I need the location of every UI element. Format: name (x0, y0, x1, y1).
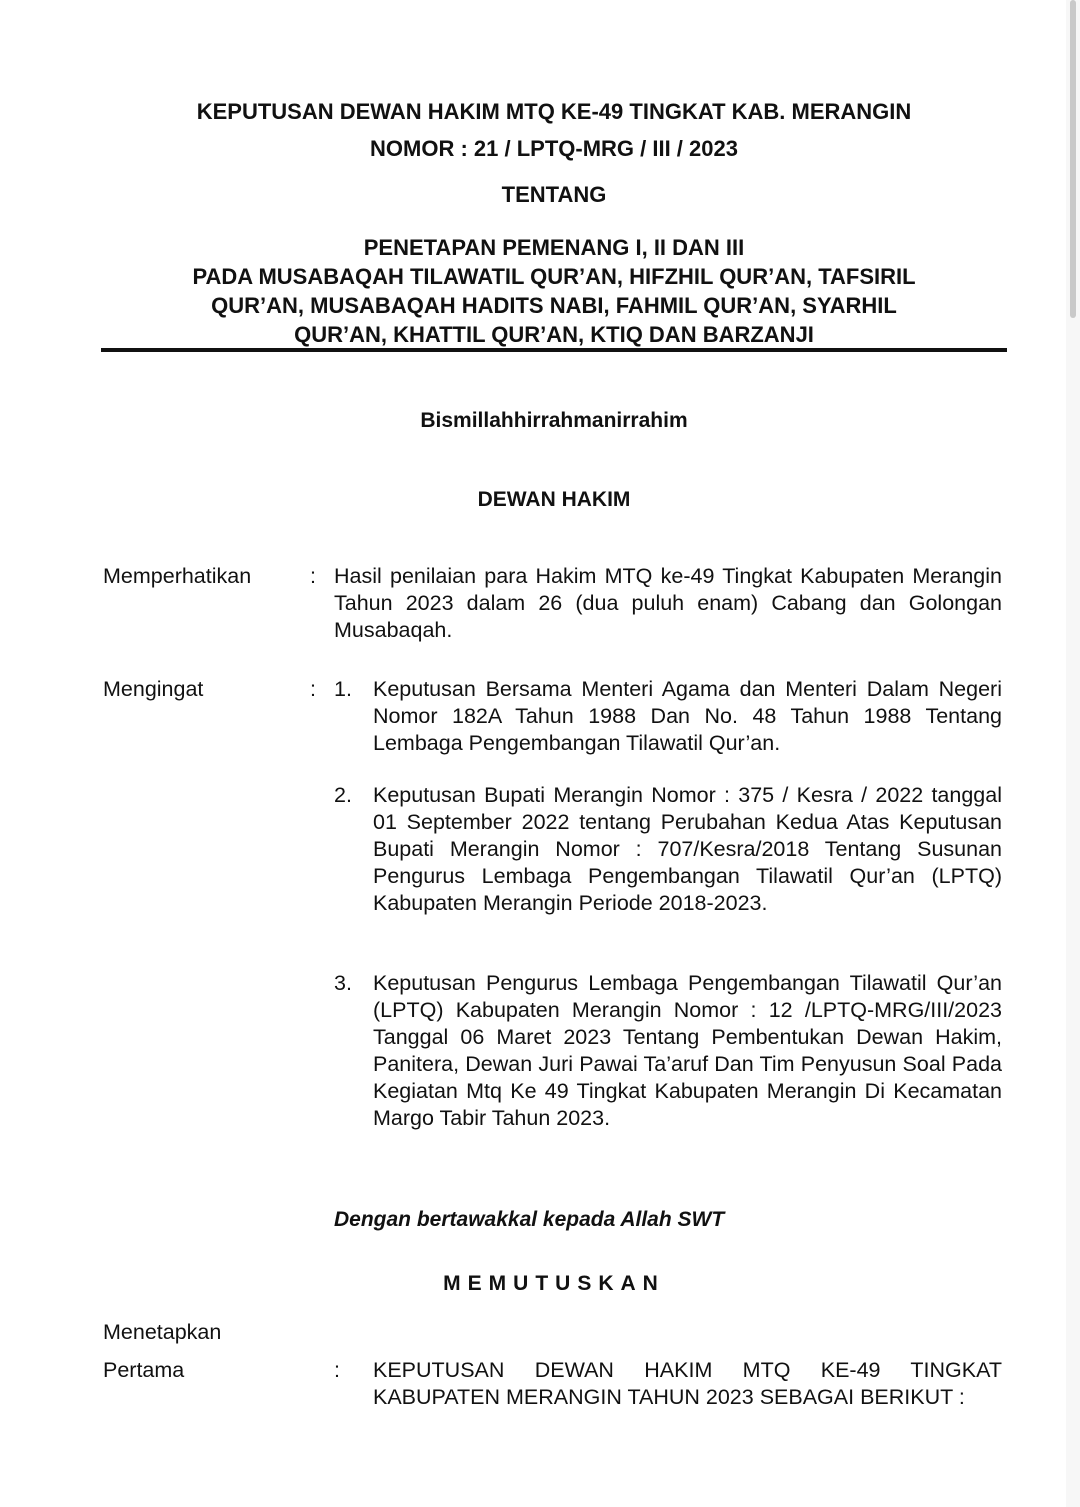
list-item: Keputusan Bersama Menteri Agama dan Menteri Dalam Negeri Nomor 182A Tahun 1988 Dan No. 48 Tahun 1988 Tentang Lembaga Pengembangan Tilawatil Qur’an. (373, 677, 1002, 755)
subject-line: QUR’AN, KHATTIL QUR’AN, KTIQ DAN BARZANJI (294, 322, 814, 347)
subject-line: QUR’AN, MUSABAQAH HADITS NABI, FAHMIL QUR’AN, SYARHIL (211, 293, 897, 318)
memperhatikan-text: Hasil penilaian para Hakim MTQ ke-49 Tingkat Kabupaten Merangin Tahun 2023 dalam 26 (dua puluh enam) Cabang dan Golongan Musabaqah. (334, 564, 1002, 642)
pertama-label: Pertama (103, 1358, 185, 1382)
scrollbar-thumb[interactable] (1070, 0, 1076, 318)
header-divider (101, 348, 1007, 352)
decree-number: NOMOR : 21 / LPTQ-MRG / III / 2023 (370, 136, 738, 161)
mengingat-label: Mengingat (103, 677, 204, 701)
list-item-number: 3. (334, 971, 352, 995)
colon: : (310, 677, 316, 701)
scrollbar[interactable] (1066, 0, 1080, 1507)
tawakkal-line: Dengan bertawakkal kepada Allah SWT (334, 1208, 725, 1231)
pertama-text: KEPUTUSAN DEWAN HAKIM MTQ KE-49 TINGKAT KABUPATEN MERANGIN TAHUN 2023 SEBAGAI BERIKUT : (373, 1358, 1002, 1409)
subject-line: PADA MUSABAQAH TILAWATIL QUR’AN, HIFZHIL QUR’AN, TAFSIRIL (192, 264, 916, 289)
subject-line: PENETAPAN PEMENANG I, II DAN III (363, 235, 745, 260)
colon: : (334, 1358, 340, 1382)
list-item-number: 1. (334, 677, 352, 701)
decree-subject (102, 233, 1006, 349)
list-item-number: 2. (334, 783, 352, 807)
memperhatikan-label: Memperhatikan (103, 564, 252, 588)
tentang-heading: TENTANG (501, 182, 607, 207)
bismillah: Bismillahhirrahmanirrahim (420, 409, 688, 432)
list-item: Keputusan Bupati Merangin Nomor : 375 / Kesra / 2022 tanggal 01 September 2022 tentang Perubahan Kedua Atas Keputusan Bupati Merangin Nomor : 707/Kesra/2018 Tentang Susunan Pengurus Lembaga Pengembangan Tilawatil Qur’an (LPTQ) Kabupaten Merangin Periode 2018-2023. (373, 783, 1002, 915)
menetapkan-label: Menetapkan (103, 1320, 222, 1344)
list-item: Keputusan Pengurus Lembaga Pengembangan Tilawatil Qur’an (LPTQ) Kabupaten Merangin Nomor : 12 /LPTQ-MRG/III/2023 Tanggal 06 Maret 2023 Tentang Pembentukan Dewan Hakim, Panitera, Dewan Juri Pawai Ta’aruf Dan Tim Penyusun Soal Pada Kegiatan Mtq Ke 49 Tingkat Kabupaten Merangin Di Kecamatan Margo Tabir Tahun 2023. (373, 971, 1002, 1130)
dewan-hakim-heading: DEWAN HAKIM (477, 488, 631, 511)
memutuskan-heading: MEMUTUSKAN (443, 1272, 665, 1295)
colon: : (310, 564, 316, 588)
decree-title-line: KEPUTUSAN DEWAN HAKIM MTQ KE-49 TINGKAT KAB. MERANGIN (196, 99, 912, 124)
decree-title (102, 93, 1006, 167)
